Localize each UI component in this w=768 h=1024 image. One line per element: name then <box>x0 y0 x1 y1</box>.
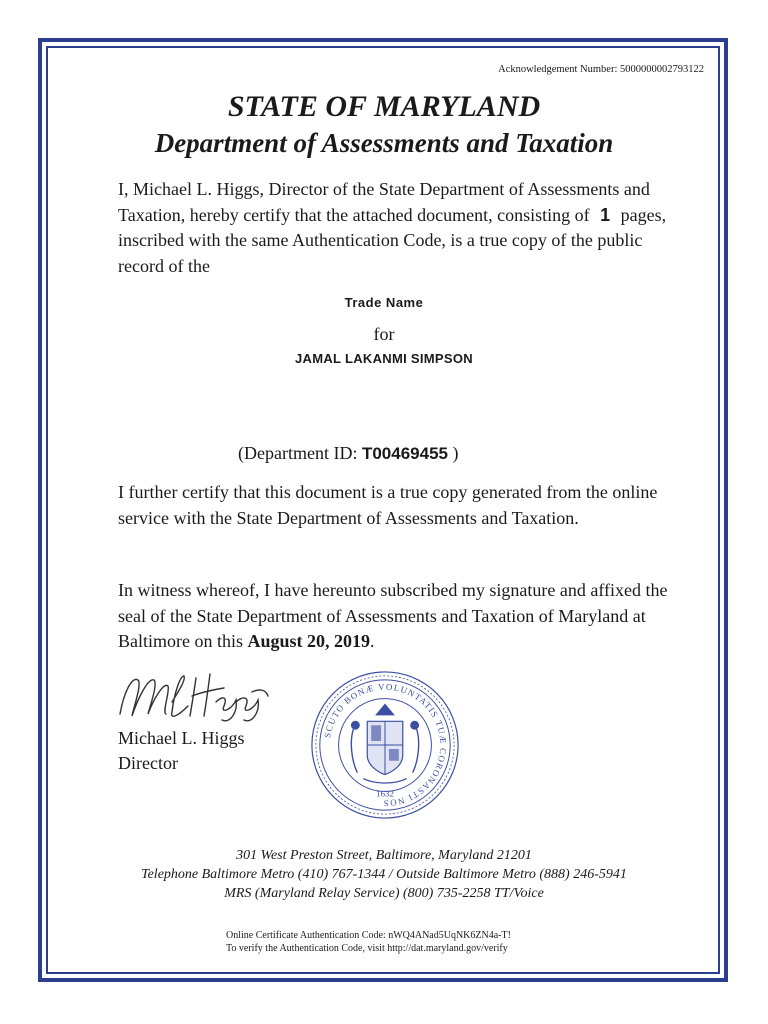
dept-id-suffix: ) <box>452 443 459 463</box>
state-title: STATE OF MARYLAND <box>227 90 541 123</box>
pages-count: 1 <box>600 204 611 225</box>
footer-telephone: Telephone Baltimore Metro (410) 767-1344 / Outside Baltimore Metro (888) 246-5941 <box>141 867 627 882</box>
certificate-date: August 20, 2019 <box>247 631 371 651</box>
footer-mrs: MRS (Maryland Relay Service) (800) 735-2258 TT/Voice <box>224 886 544 901</box>
seal-year: 1632 <box>376 788 394 799</box>
signer-title: Director <box>118 753 178 773</box>
dept-id-value: T00469455 <box>361 444 448 463</box>
department-title: Department of Assessments and Taxation <box>154 128 614 158</box>
seal-motto: SCUTO BONÆ VOLUNTATIS TUÆ CORONASTI NOS <box>322 681 449 809</box>
cert-intro-text-after: pages, inscribed with the same Authentication Code, is a true copy of the public record of the <box>118 204 667 276</box>
maryland-state-seal <box>306 666 464 824</box>
further-certify-paragraph: I further certify that this document is a true copy generated from the online service with the State Department of Assessments and Taxation. <box>118 482 658 528</box>
verify-text: To verify the Authentication Code, visit http://dat.maryland.gov/verify <box>226 943 508 954</box>
acknowledgement-number <box>498 64 704 75</box>
director-signature <box>112 662 272 724</box>
witness-end: . <box>370 631 375 651</box>
dept-id-prefix: (Department ID: <box>238 443 358 463</box>
ack-label: Acknowledgement Number: <box>498 64 618 75</box>
witness-paragraph <box>118 578 678 655</box>
auth-code: nWQ4ANad5UqNK6ZN4a-T! <box>388 930 511 941</box>
signer-name: Michael L. Higgs <box>118 728 245 748</box>
auth-code-line <box>226 929 511 942</box>
cert-intro-text: I, Michael L. Higgs, Director of the State Department of Assessments and Taxation, hereby certify that the attached document, consisting of <box>118 179 650 225</box>
auth-label: Online Certificate Authentication Code: <box>226 930 386 941</box>
for-label: for <box>373 324 395 344</box>
department-id-line <box>238 443 458 464</box>
signer-block <box>118 726 244 776</box>
ack-value: 5000000002793122 <box>620 64 704 75</box>
authentication-block <box>226 929 511 955</box>
footer-address: 301 West Preston Street, Baltimore, Maryland 21201 <box>236 848 532 863</box>
entity-name: JAMAL LAKANMI SIMPSON <box>295 351 473 366</box>
witness-text: In witness whereof, I have hereunto subscribed my signature and affixed the seal of the State Department of Assessments and Taxation of Maryland at Baltimore on this <box>118 580 668 651</box>
record-type: Trade Name <box>344 295 424 310</box>
certification-paragraph <box>118 177 678 279</box>
